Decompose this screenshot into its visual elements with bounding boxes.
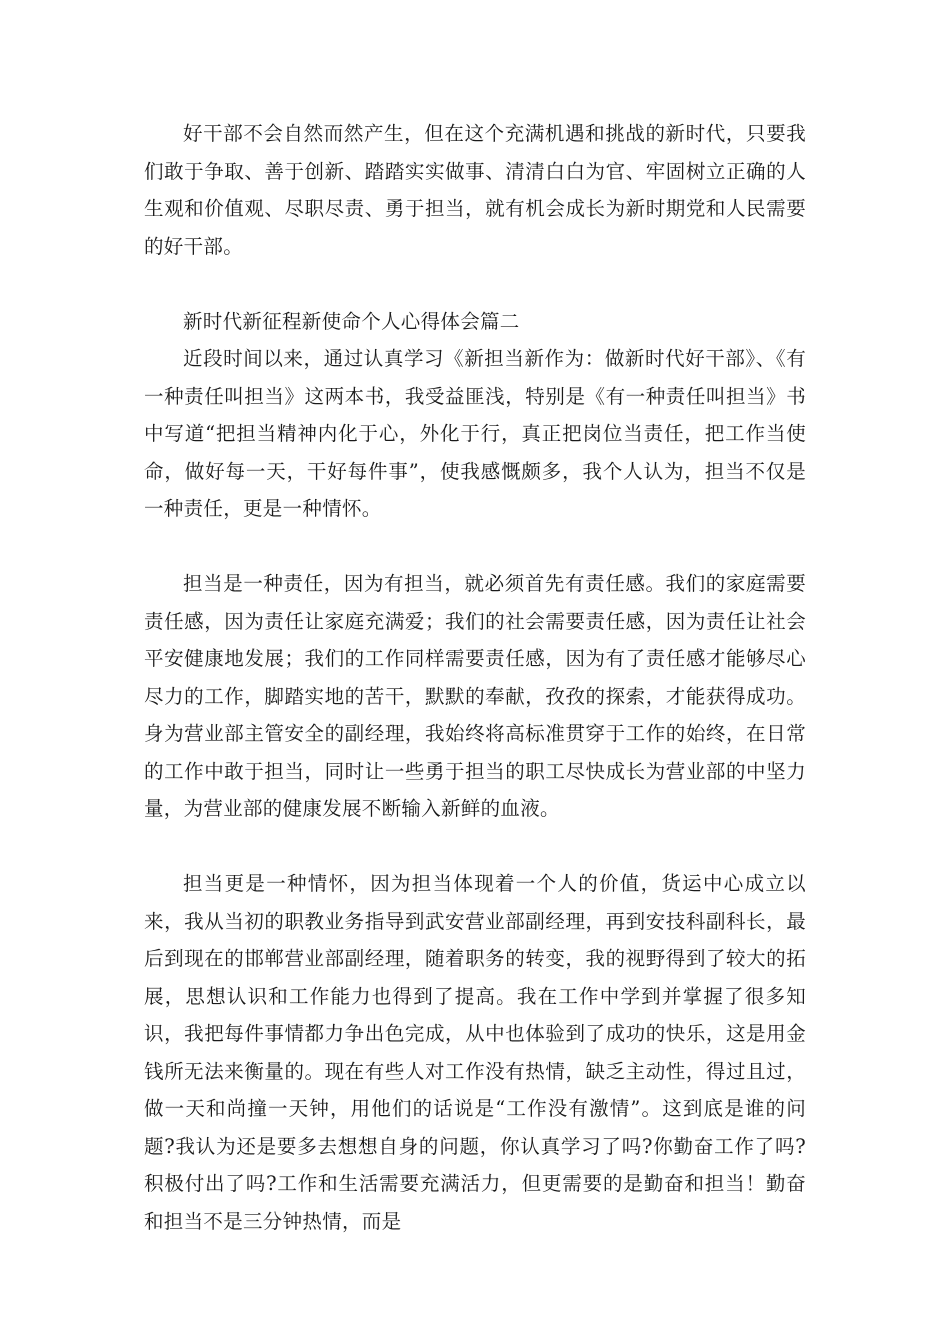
paragraph-reading-reflection: 近段时间以来，通过认真学习《新担当新作为：做新时代好干部》、《有一种责任叫担当》这两本书，我受益匪浅，特别是《有一种责任叫担当》书中写道“把担当精神内化于心，外化于行，真正把岗位当责任，把工作当使命，做好每一天，干好每件事”，使我感慨颇多，我个人认为，担当不仅是一种责任，更是一种情怀。 xyxy=(144,347,806,520)
paragraph-responsibility: 担当是一种责任，因为有担当，就必须首先有责任感。我们的家庭需要责任感，因为责任让家庭充满爱；我们的社会需要责任感，因为责任让社会平安健康地发展；我们的工作同样需要责任感，因为有了责任感才能够尽心尽力的工作，脚踏实地的苦干，默默的奉献，孜孜的探索，才能获得成功。身为营业部主管安全的副经理，我始终将高标准贯穿于工作的始终，在日常的工作中敢于担当，同时让一些勇于担当的职工尽快成长为营业部的中坚力量，为营业部的健康发展不断输入新鲜的血液。 xyxy=(144,572,806,820)
paragraph-good-cadre: 好干部不会自然而然产生，但在这个充满机遇和挑战的新时代，只要我们敢于争取、善于创新、踏踏实实做事、清清白白为官、牢固树立正确的人生观和价值观、尽职尽责、勇于担当，就有机会成长为新时期党和人民需要的好干部。 xyxy=(144,122,806,258)
paragraph-spacer xyxy=(144,528,806,566)
paragraph-sentiment: 担当更是一种情怀，因为担当体现着一个人的价值，货运中心成立以来，我从当初的职教业务指导到武安营业部副经理，再到安技科副科长，最后到现在的邯郸营业部副经理，随着职务的转变，我的视野得到了较大的拓展，思想认识和工作能力也得到了提高。我在工作中学到并掌握了很多知识，我把每件事情都力争出色完成，从中也体验到了成功的快乐，这是用金钱所无法来衡量的。现在有些人对工作没有热情，缺乏主动性，得过且过，做一天和尚撞一天钟，用他们的话说是“工作没有激情”。这到底是谁的问题?我认为还是要多去想想自身的问题，你认真学习了吗?你勤奋工作了吗?积极付出了吗?工作和生活需要充满活力，但更需要的是勤奋和担当！勤奋和担当不是三分钟热情，而是 xyxy=(144,872,806,1233)
document-body xyxy=(144,115,806,1240)
paragraph-spacer xyxy=(144,265,806,303)
paragraph-spacer xyxy=(144,828,806,866)
section-heading: 新时代新征程新使命个人心得体会篇二 xyxy=(183,309,520,333)
